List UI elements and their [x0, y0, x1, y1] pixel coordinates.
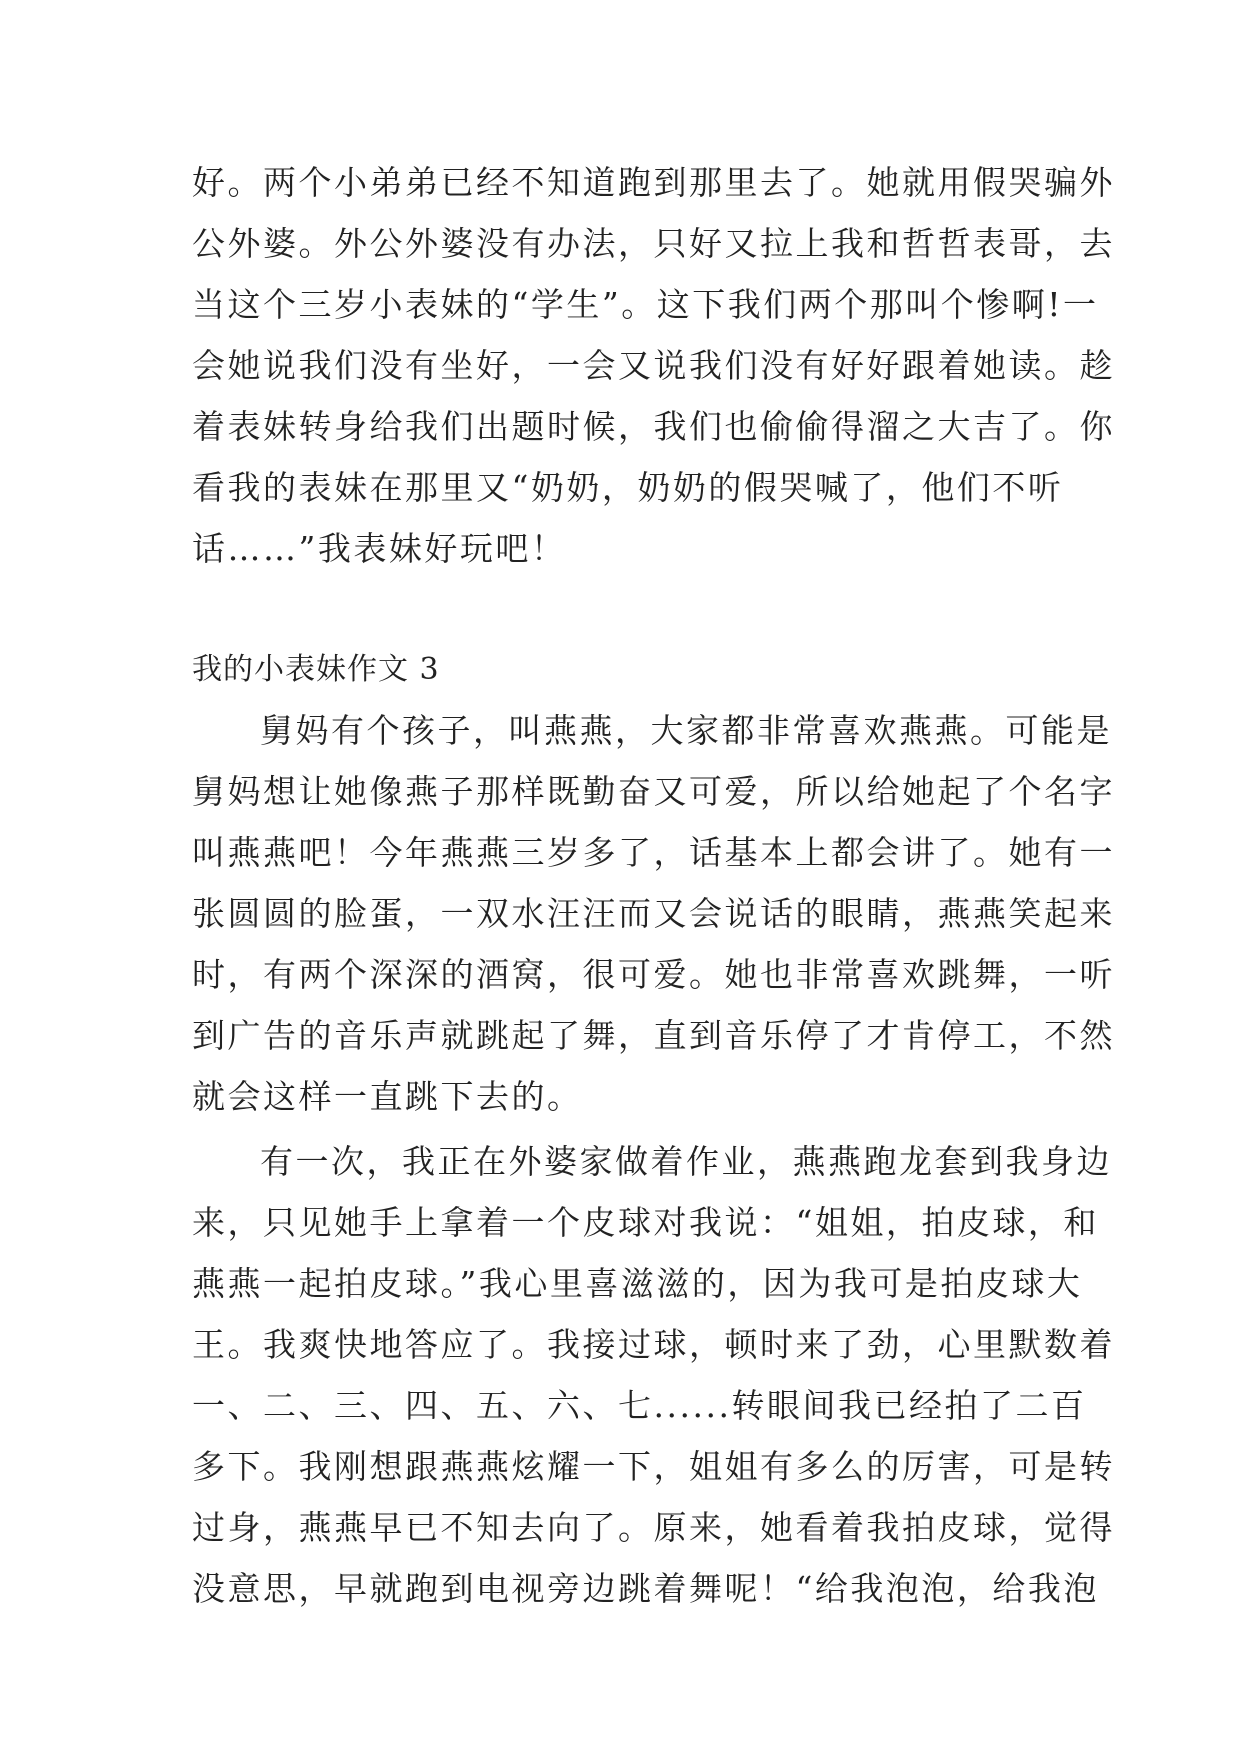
paragraph-1: [192, 700, 1115, 1127]
spacer: [192, 579, 1053, 639]
text-line: 好。两个小弟弟已经不知道跑到那里去了。她就用假哭骗外: [192, 163, 1115, 202]
text-line: 时，有两个深深的酒窝，很可爱。她也非常喜欢跳舞，一听: [192, 955, 1115, 994]
text-line: 王。我爽快地答应了。我接过球，顿时来了劲，心里默数着: [192, 1325, 1115, 1364]
text-line: 着表妹转身给我们出题时候，我们也偷偷得溜之大吉了。你: [192, 407, 1115, 446]
text-line: 没意思，早就跑到电视旁边跳着舞呢！“给我泡泡，给我泡: [192, 1569, 1099, 1608]
text-line: 过身，燕燕早已不知去向了。原来，她看着我拍皮球，觉得: [192, 1508, 1115, 1547]
text-line: 来，只见她手上拿着一个皮球对我说：“姐姐，拍皮球，和: [192, 1203, 1099, 1242]
paragraph-2: [192, 1131, 1115, 1619]
text-line: 当这个三岁小表妹的“学生”。这下我们两个那叫个惨啊!一: [192, 285, 1099, 324]
text-line: 话……”我表妹好玩吧！: [192, 529, 567, 568]
text-line: 到广告的音乐声就跳起了舞，直到音乐停了才肯停工，不然: [192, 1016, 1115, 1055]
text-line: 舅妈想让她像燕子那样既勤奋又可爱，所以给她起了个名字: [192, 772, 1115, 811]
text-line: 一、二、三、四、五、六、七......转眼间我已经拍了二百: [192, 1386, 1087, 1425]
text-line: 看我的表妹在那里又“奶奶，奶奶的假哭喊了，他们不听: [192, 468, 1064, 507]
text-line: 舅妈有个孩子，叫燕燕，大家都非常喜欢燕燕。可能是: [260, 711, 1112, 750]
text-line: 会她说我们没有坐好，一会又说我们没有好好跟着她读。趁: [192, 346, 1115, 385]
section-title: 我的小表妹作文 3: [192, 652, 440, 687]
text-line: 有一次，我正在外婆家做着作业，燕燕跑龙套到我身边: [260, 1142, 1112, 1181]
text-line: 燕燕一起拍皮球。”我心里喜滋滋的，因为我可是拍皮球大: [192, 1264, 1083, 1303]
text-line: 公外婆。外公外婆没有办法，只好又拉上我和哲哲表哥，去: [192, 224, 1115, 263]
text-line: 多下。我刚想跟燕燕炫耀一下，姐姐有多么的厉害，可是转: [192, 1447, 1115, 1486]
text-line: 叫燕燕吧！今年燕燕三岁多了，话基本上都会讲了。她有一: [192, 833, 1115, 872]
paragraph-continued: [192, 152, 1115, 579]
text-line: 张圆圆的脸蛋，一双水汪汪而又会说话的眼睛，燕燕笑起来: [192, 894, 1115, 933]
text-line: 就会这样一直跳下去的。: [192, 1077, 583, 1116]
